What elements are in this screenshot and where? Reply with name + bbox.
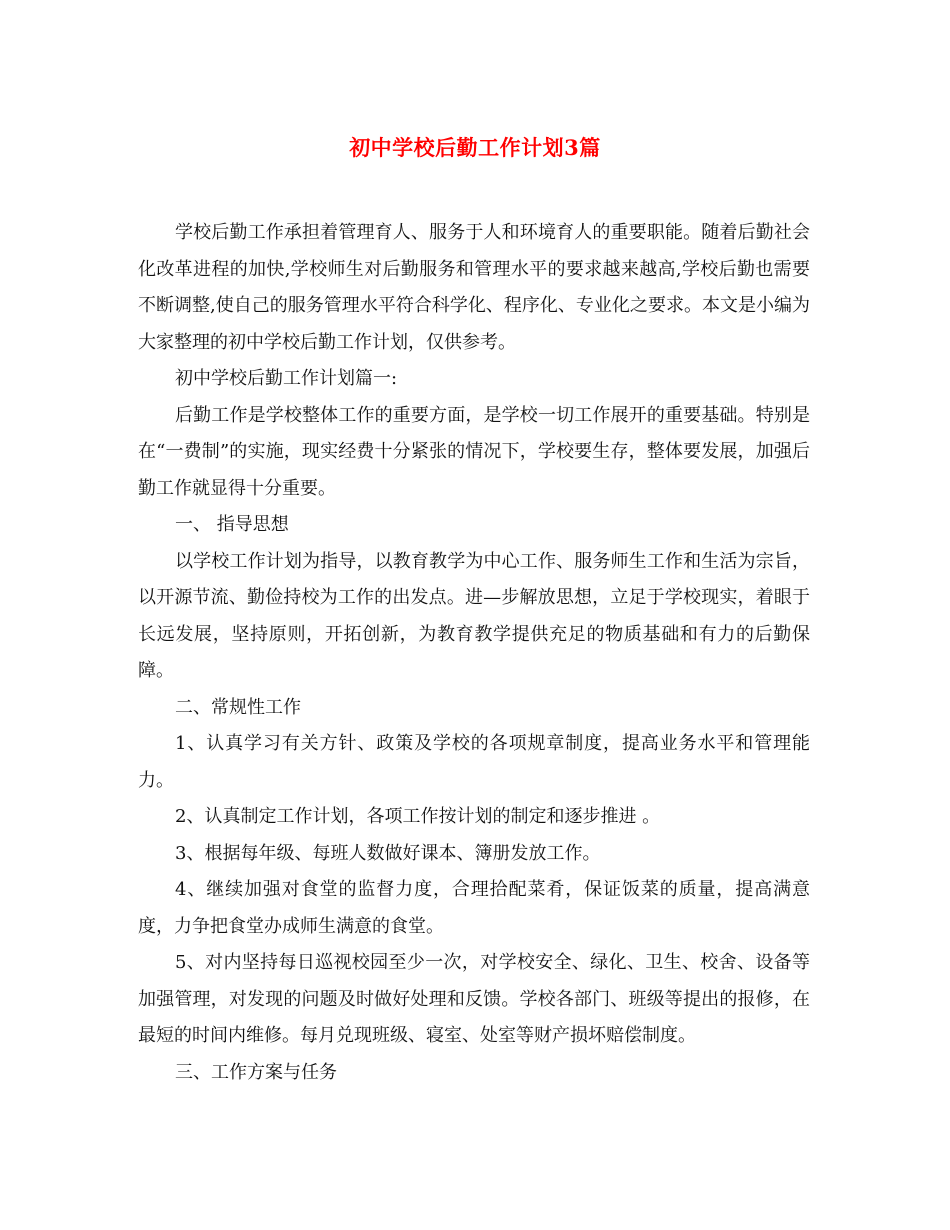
- section-heading-part-one: 初中学校后勤工作计划篇一:: [175, 368, 398, 389]
- routine-item-5: 5、对内坚持每日巡视校园至少一次，对学校安全、绿化、卫生、校舍、设备等加强管理，对发现的问题及时做好处理和反馈。学校各部门、班级等提出的报修，在最短的时间内维修。每月兑现班级、寝室、处室等财产损坏赔偿制度。: [138, 952, 810, 1046]
- routine-item-3: 3、根据每年级、每班人数做好课本、簿册发放工作。: [175, 842, 601, 864]
- routine-item-1: 1、认真学习有关方针、政策及学校的各项规章制度，提高业务水平和管理能力。: [138, 733, 810, 791]
- heading-routine-work: 二、常规性工作: [175, 696, 301, 718]
- part-one-intro-paragraph: 后勤工作是学校整体工作的重要方面，是学校一切工作展开的重要基础。特别是在“一费制”的实施，现实经费十分紧张的情况下，学校要生存，整体要发展，加强后勤工作就显得十分重要。: [138, 404, 810, 499]
- heading-guiding-ideology: 一、 指导思想: [175, 514, 289, 535]
- document-body: [138, 215, 810, 1091]
- guiding-ideology-paragraph: 以学校工作计划为指导，以教育教学为中心工作、服务师生工作和生活为宗旨，以开源节流、勤俭持校为工作的出发点。进—步解放思想，立足于学校现实，着眼于长远发展，坚持原则，开拓创新，为教育教学提供充足的物质基础和有力的后勤保障。: [138, 550, 810, 681]
- heading-work-plan-tasks: 三、工作方案与任务: [175, 1061, 337, 1083]
- intro-paragraph: 学校后勤工作承担着管理育人、服务于人和环境育人的重要职能。随着后勤社会化改革进程的加快,学校师生对后勤服务和管理水平的要求越来越高,学校后勤也需要不断调整,使自己的服务管理水平符合科学化、程序化、专业化之要求。本文是小编为大家整理的初中学校后勤工作计划，仅供参考。: [138, 222, 810, 353]
- routine-item-2: 2、认真制定工作计划，各项工作按计划的制定和逐步推进 。: [175, 806, 661, 827]
- document-title: 初中学校后勤工作计划3篇: [349, 135, 601, 160]
- routine-item-4: 4、继续加强对食堂的监督力度，合理拾配菜肴，保证饭菜的质量，提高满意度，力争把食堂办成师生满意的食堂。: [138, 879, 810, 937]
